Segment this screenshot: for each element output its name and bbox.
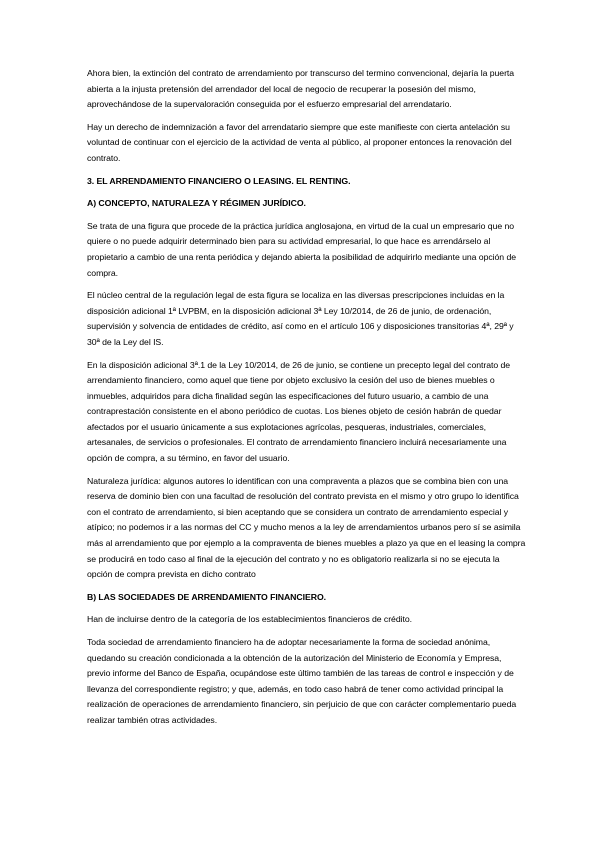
paragraph-nucleo-regulacion: El núcleo central de la regulación legal de esta figura se localiza en las diversas prescripciones incluidas en la disposición adicional 1ª LVPBM, en la disposición adicional 3ª Ley 10/2014, de 26 de junio, de ordenación, supervisión y solvencia de entidades de crédito, así como en el artículo 106 y disposiciones transitorias 4ª, 29ª y 30ª de la Ley del IS. — [87, 290, 514, 347]
subsection-heading-sociedades: B) LAS SOCIEDADES DE ARRENDAMIENTO FINANCIERO. — [87, 591, 327, 602]
subsection-heading-concepto: A) CONCEPTO, NATURALEZA Y RÉGIMEN JURÍDICO. — [87, 198, 306, 209]
paragraph-extincion-contrato: Ahora bien, la extinción del contrato de arrendamiento por transcurso del termino convencional, dejaría la puerta abierta a la injusta pretensión del arrendador del local de negocio de recuperar la posesión del mismo, aprovechándose de la supervaloración conseguida por el esfuerzo empresarial del arrendatario. — [87, 68, 515, 110]
paragraph-establecimientos-financieros: Han de incluirse dentro de la categoría de los establecimientos financieros de crédito. — [87, 614, 412, 625]
document-body — [87, 66, 527, 736]
paragraph-naturaleza-juridica: Naturaleza jurídica: algunos autores lo identifican con una compraventa a plazos que se combina bien con una reserva de dominio bien con una facultad de resolución del contrato prevista en el mismo y otro grupo lo identifica con el contrato de arrendamiento, si bien aceptando que se considera un contrato de arrendamiento especial y atípico; no podemos ir a las normas del CC y mucho menos a la ley de arrendamientos urbanos pero sí se asimila más al arrendamiento que por ejemplo a la compraventa de bienes muebles a plazo ya que en el leasing la compra se producirá en todo caso al final de la ejecución del contrato y no es obligatorio realizarla si no se ejecuta la opción de compra prevista en dicho contrato — [87, 475, 526, 580]
paragraph-figura-anglosajona: Se trata de una figura que procede de la práctica jurídica anglosajona, en virtud de la cual un empresario que no quiere o no puede adquirir determinado bien para su actividad empresarial, lo que hace es arrendárselo al propietario a cambio de una renta periódica y dejando abierta la posibilidad de adquirirlo mediante una opción de compra. — [87, 220, 517, 278]
paragraph-disposicion-adicional: En la disposición adicional 3ª.1 de la Ley 10/2014, de 26 de junio, se contiene un precepto legal del contrato de arrendamiento financiero, como aquel que tiene por objeto exclusivo la cesión del uso de bienes muebles o inmuebles, adquiridos para dicha finalidad según las especificaciones del futuro usuario, a cambio de una contraprestación consistente en el abono periódico de cuotas. Los bienes objeto de cesión habrán de quedar afectados por el usuario únicamente a sus explotaciones agrícolas, pesqueras, industriales, comerciales, artesanales, de servicios o profesionales. El contrato de arrendamiento financiero incluirá necesariamente una opción de compra, a su término, en favor del usuario. — [87, 359, 511, 464]
paragraph-derecho-indemnizacion: Hay un derecho de indemnización a favor del arrendatario siempre que este manifieste con cierta antelación su voluntad de continuar con el ejercicio de la actividad de venta al público, al proponer entonces la renovación del contrato. — [87, 121, 512, 163]
paragraph-sociedad-anonima: Toda sociedad de arrendamiento financiero ha de adoptar necesariamente la forma de sociedad anónima, quedando su creación condicionada a la obtención de la autorización del Ministerio de Economía y Empresa, previo informe del Banco de España, ocupándose este último también de las tareas de control e inspección y de llevanza del correspondiente registro; y que, además, en todo caso habrá de tener como actividad principal la realización de operaciones de arrendamiento financiero, sin perjuicio de que con carácter complementario pueda realizar también otras actividades. — [87, 637, 517, 725]
section-heading-leasing: 3. EL ARRENDAMIENTO FINANCIERO O LEASING. EL RENTING. — [87, 175, 351, 186]
